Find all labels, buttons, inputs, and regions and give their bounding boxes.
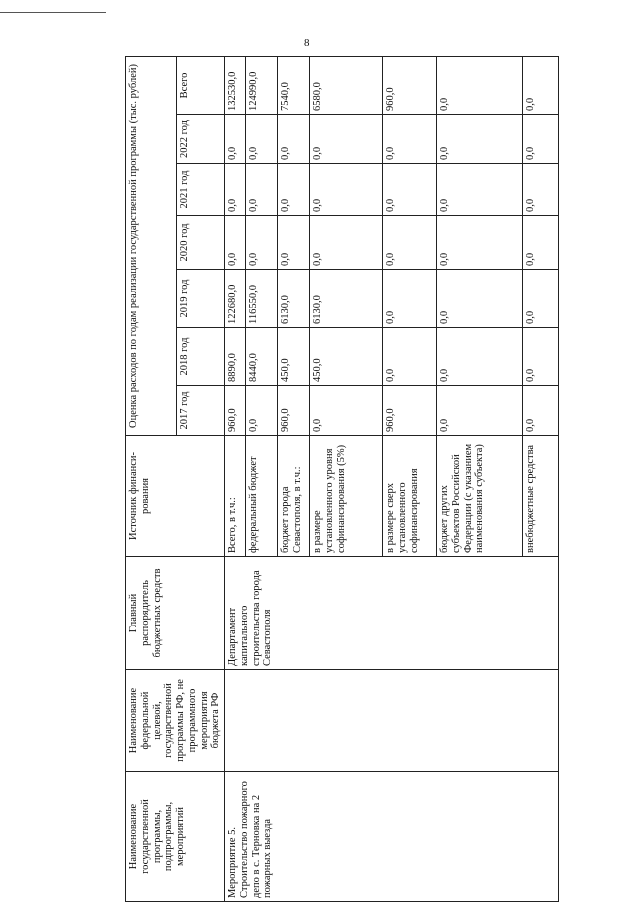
value-cell: 0,0 <box>278 115 310 164</box>
header-year-2022: 2022 год <box>177 115 225 164</box>
event-name: Мероприятие 5. Строительство пожарного депо в с. Терновка на 2 пожарных выезда <box>225 772 559 902</box>
value-cell: 0,0 <box>437 216 523 270</box>
value-cell: 960,0 <box>225 386 246 436</box>
value-cell: 0,0 <box>246 386 278 436</box>
value-cell: 0,0 <box>437 56 523 114</box>
value-cell: 0,0 <box>523 56 559 114</box>
value-cell: 0,0 <box>246 216 278 270</box>
value-cell: 0,0 <box>523 386 559 436</box>
source-cell: в размере сверх установленного софинансирования <box>383 436 437 557</box>
value-cell: 0,0 <box>310 386 383 436</box>
event-manager: Департамент капитального строительства города Севастополя <box>225 557 559 670</box>
source-cell: бюджет других субъектов Российской Федерации (с указанием наименования субъекта) <box>437 436 523 557</box>
value-cell: 0,0 <box>383 216 437 270</box>
header-estimate: Оценка расходов по годам реализации государственной программы (тыс. рублей) <box>126 56 177 435</box>
value-cell: 0,0 <box>523 115 559 164</box>
value-cell: 450,0 <box>310 328 383 386</box>
header-federal-program: Наименование федеральной целевой, государственной программы РФ, не программного мероприятия бюджета РФ <box>126 670 225 772</box>
value-cell: 116550,0 <box>246 270 278 328</box>
source-cell: Всего, в т.ч.: <box>225 436 246 557</box>
header-manager: Главный распорядитель бюджетных средств <box>126 557 225 670</box>
header-year-2017: 2017 год <box>177 386 225 436</box>
value-cell: 0,0 <box>225 115 246 164</box>
value-cell: 0,0 <box>310 164 383 216</box>
top-rule <box>0 12 106 13</box>
value-cell: 0,0 <box>437 328 523 386</box>
value-cell: 0,0 <box>246 164 278 216</box>
value-cell: 6130,0 <box>278 270 310 328</box>
header-year-2020: 2020 год <box>177 216 225 270</box>
value-cell: 0,0 <box>383 164 437 216</box>
budget-table <box>125 56 559 902</box>
value-cell: 0,0 <box>437 270 523 328</box>
value-cell: 0,0 <box>523 270 559 328</box>
value-cell: 0,0 <box>523 216 559 270</box>
value-cell: 122680,0 <box>225 270 246 328</box>
value-cell: 0,0 <box>383 328 437 386</box>
value-cell: 0,0 <box>310 216 383 270</box>
value-cell: 450,0 <box>278 328 310 386</box>
value-cell: 0,0 <box>523 328 559 386</box>
value-cell: 0,0 <box>310 115 383 164</box>
value-cell: 0,0 <box>383 115 437 164</box>
value-cell: 0,0 <box>437 386 523 436</box>
rotated-table-container <box>125 57 552 902</box>
value-cell: 6580,0 <box>310 56 383 114</box>
value-cell: 132530,0 <box>225 56 246 114</box>
value-cell: 6130,0 <box>310 270 383 328</box>
value-cell: 0,0 <box>437 115 523 164</box>
value-cell: 0,0 <box>246 115 278 164</box>
value-cell: 0,0 <box>383 270 437 328</box>
value-cell: 960,0 <box>383 386 437 436</box>
event-federal-program <box>225 670 559 772</box>
header-year-2021: 2021 год <box>177 164 225 216</box>
header-year-2018: 2018 год <box>177 328 225 386</box>
value-cell: 0,0 <box>225 164 246 216</box>
value-cell: 0,0 <box>278 164 310 216</box>
table-row <box>225 56 246 901</box>
value-cell: 960,0 <box>383 56 437 114</box>
header-source: Источник финанси-рования <box>126 436 225 557</box>
value-cell: 0,0 <box>278 216 310 270</box>
source-cell: бюджет города Севастополя, в т.ч.: <box>278 436 310 557</box>
header-program-name: Наименование государственной программы, подпрограммы, мероприятий <box>126 772 225 902</box>
value-cell: 0,0 <box>523 164 559 216</box>
source-cell: в размере установленного уровня софинансирования (5%) <box>310 436 383 557</box>
value-cell: 124990,0 <box>246 56 278 114</box>
value-cell: 0,0 <box>437 164 523 216</box>
value-cell: 960,0 <box>278 386 310 436</box>
value-cell: 7540,0 <box>278 56 310 114</box>
value-cell: 0,0 <box>225 216 246 270</box>
page-number: 8 <box>304 37 310 49</box>
header-total: Всего <box>177 56 225 114</box>
value-cell: 8440,0 <box>246 328 278 386</box>
source-cell: федеральный бюджет <box>246 436 278 557</box>
value-cell: 8890,0 <box>225 328 246 386</box>
source-cell: внебюджетные средства <box>523 436 559 557</box>
header-year-2019: 2019 год <box>177 270 225 328</box>
